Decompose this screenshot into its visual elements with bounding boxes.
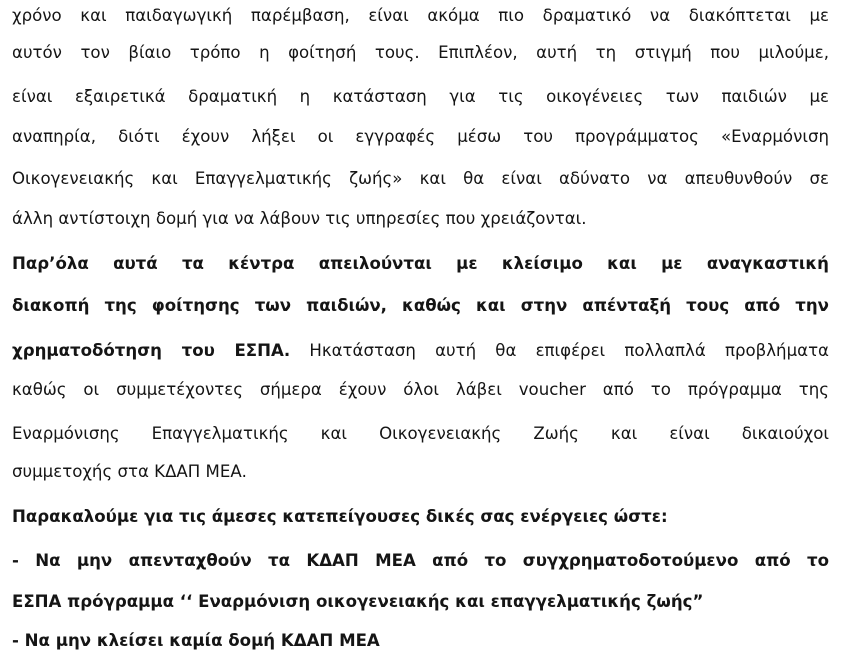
mixed-text-line — [12, 339, 829, 363]
bold-text-line: Παρακαλούμε για τις άμεσες κατεπείγουσες δικές σας ενέργειες ώστε: — [12, 507, 668, 526]
text-line: άλλη αντίστοιχη δομή για να λάβουν τις υπηρεσίες που χρειάζονται. — [12, 209, 587, 228]
bold-text-line: - Να μην κλείσει καμία δομή ΚΔΑΠ ΜΕΑ — [12, 631, 380, 650]
text-line: Οικογενειακής και Επαγγελματικής ζωής» και θα είναι αδύνατο να απευθυνθούν σε — [12, 169, 829, 188]
bold-text-line: ΕΣΠΑ πρόγραμμα ‘‘ Εναρμόνιση οικογενειακής και επαγγελματικής ζωής” — [12, 592, 704, 611]
text-line: αναπηρία, διότι έχουν λήξει οι εγγραφές μέσω του προγράμματος «Εναρμόνιση — [12, 127, 829, 146]
bold-phrase: χρηματοδότηση του ΕΣΠΑ. — [12, 341, 291, 360]
bold-text-line: - Να μην απενταχθούν τα ΚΔΑΠ ΜΕΑ από το συγχρηματοδοτούμενο από το — [12, 551, 829, 570]
bold-text-line: Παρ’όλα αυτά τα κέντρα απειλούνται με κλείσιμο και με αναγκαστική — [12, 254, 829, 273]
plain-phrase: Ηκατάσταση αυτή θα επιφέρει πολλαπλά προβλήματα — [290, 341, 829, 360]
text-line: Εναρμόνισης Επαγγελματικής και Οικογενειακής Ζωής και είναι δικαιούχοι — [12, 424, 829, 443]
text-line: καθώς οι συμμετέχοντες σήμερα έχουν όλοι λάβει voucher από το πρόγραμμα της — [12, 380, 829, 399]
text-line: συμμετοχής στα ΚΔΑΠ ΜΕΑ. — [12, 462, 247, 481]
bold-text-line: διακοπή της φοίτησης των παιδιών, καθώς και στην απένταξή τους από την — [12, 296, 829, 315]
text-line: αυτόν τον βίαιο τρόπο η φοίτησή τους. Επιπλέον, αυτή τη στιγμή που μιλούμε, — [12, 43, 829, 62]
text-line: είναι εξαιρετικά δραματική η κατάσταση για τις οικογένειες των παιδιών με — [12, 87, 829, 106]
text-line: χρόνο και παιδαγωγική παρέμβαση, είναι ακόμα πιο δραματικό να διακόπτεται με — [12, 6, 829, 25]
